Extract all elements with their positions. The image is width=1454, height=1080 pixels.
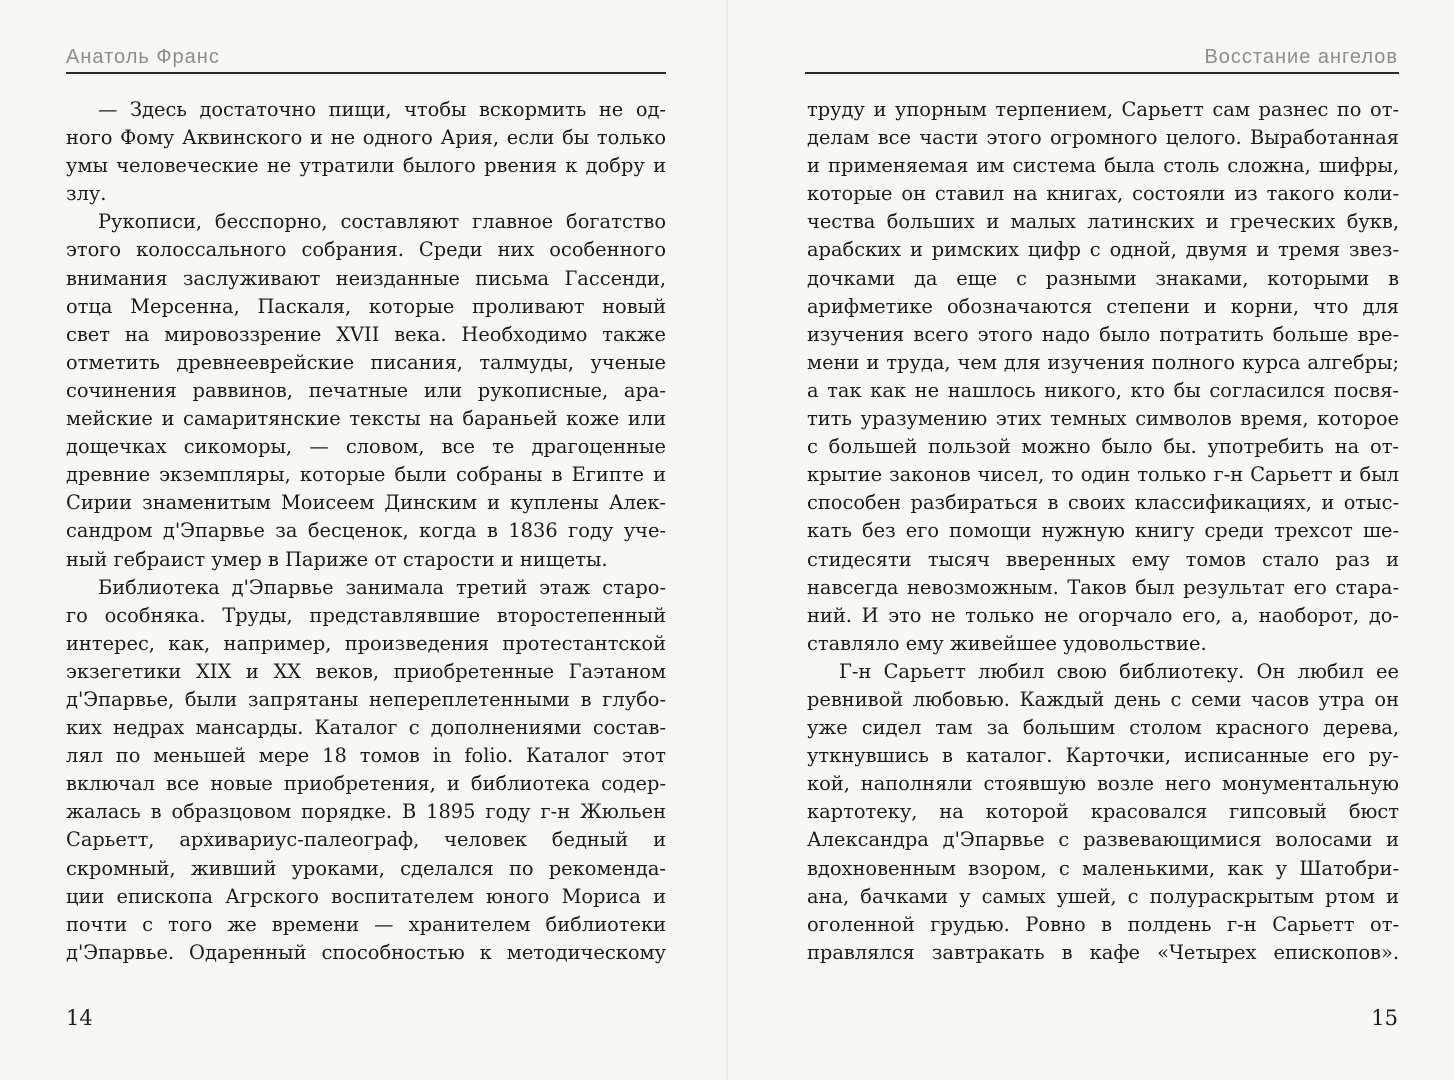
header-rule — [805, 72, 1399, 74]
text-line: дощечках сикоморы, — словом, все те драгоценные — [66, 435, 666, 459]
text-line: картотеку, на которой красовался гипсовый бюст — [807, 800, 1399, 824]
text-line: злу. — [66, 182, 107, 206]
text-line: свет на мировоззрение XVII века. Необходимо также — [66, 322, 666, 346]
text-line: д'Эпарвье. Одаренный способностью к методическому — [66, 940, 666, 964]
text-line: уже сидел там за большим столом красного дерева, — [807, 716, 1399, 740]
text-line: кой, наполняли стоявшую возле него монументальную — [807, 772, 1399, 796]
text-line: мени и труда, чем для изучения полного курса алгебры; — [807, 350, 1399, 374]
text-line: почти с того же времени — хранителем библиотеки — [66, 912, 666, 936]
text-line: навсегда невозможным. Таков был результат его стара- — [807, 575, 1399, 599]
text-line: древние экземпляры, которые были собраны в Египте и — [66, 463, 666, 487]
text-line: ревнивой любовью. Каждый день с семи часов утра он — [807, 687, 1399, 711]
text-line: способен разбираться в своих классификациях, и отыс- — [807, 491, 1399, 515]
text-line: отца Мерсенна, Паскаля, которые проливают новый — [66, 294, 666, 318]
text-line: умы человеческие не утратили былого рвения к добру и — [66, 154, 666, 178]
text-line: го особняка. Труды, представлявшие второстепенный — [66, 603, 666, 627]
text-line: кать без его помощи нужную книгу среди трехсот ше- — [807, 519, 1399, 543]
text-line: Библиотека д'Эпарвье занимала третий этаж старо- — [98, 575, 666, 599]
text-line: арифметике обозначаются степени и корни, что для — [807, 294, 1399, 318]
text-line: внимания заслуживают неизданные письма Гассенди, — [66, 266, 666, 290]
text-line: включал все новые приобретения, и библиотека содер- — [66, 772, 666, 796]
text-line: чества больших и малых латинских и греческих букв, — [807, 210, 1399, 234]
running-head-author: Анатоль Франс — [66, 46, 220, 68]
text-line: скромный, живший уроками, сделался по рекоменда- — [66, 856, 666, 880]
text-line: Рукописи, бесспорно, составляют главное богатство — [98, 210, 666, 234]
text-line: мейские и самаритянские тексты на бараньей коже или — [66, 407, 666, 431]
right-page — [727, 0, 1454, 1080]
text-line: уткнувшись в каталог. Карточки, исписанные его ру- — [807, 744, 1399, 768]
text-line: жалась в образцовом порядке. В 1895 году г-н Жюльен — [66, 800, 666, 824]
text-line: ких недрах мансарды. Каталог с дополнениями состав- — [66, 716, 666, 740]
text-line: Г-н Сарьетт любил свою библиотеку. Он любил ее — [839, 659, 1399, 683]
text-line: дочками да еще с разными знаками, которыми в — [807, 266, 1399, 290]
left-page-text — [66, 96, 666, 967]
text-line: изучения всего этого надо было потратить больше вре- — [807, 322, 1399, 346]
text-line: правлялся завтракать в кафе «Четырех епископов». — [807, 940, 1399, 964]
text-line: делам все части этого огромного целого. Выработанная — [807, 126, 1399, 150]
text-line: вдохновенным взором, с маленькими, как у Шатобри- — [807, 856, 1399, 880]
text-line: экзегетики XIX и XX веков, приобретенные Гаэтаном — [66, 659, 666, 683]
running-head-title: Восстание ангелов — [1204, 46, 1398, 68]
text-line: труду и упорным терпением, Сарьетт сам разнес по от- — [807, 98, 1399, 121]
text-line: ана, бачками у самых ушей, с полураскрытым ртом и — [807, 884, 1399, 908]
text-line: и применяемая им система была столь сложна, шифры, — [807, 154, 1399, 178]
right-page-text — [807, 96, 1399, 967]
text-line: которые он ставил на книгах, состояли из такого коли- — [807, 182, 1399, 206]
text-line: крытие законов чисел, то один только г-н Сарьетт и был — [807, 463, 1399, 487]
text-line: с большей пользой можно было бы. употребить на от- — [807, 435, 1399, 459]
text-line: стидесяти тысяч вверенных ему томов стало раз и — [807, 547, 1399, 571]
text-line: а так как не нашлось никого, кто бы согласился посвя- — [807, 378, 1399, 402]
page-number: 15 — [1371, 1006, 1398, 1030]
text-line: арабских и римских цифр с одной, двумя и тремя звез- — [807, 238, 1399, 262]
text-line: этого колоссального собрания. Среди них особенного — [66, 238, 666, 262]
header-rule — [66, 72, 666, 74]
text-line: ный гебраист умер в Париже от старости и нищеты. — [66, 547, 608, 571]
text-line: д'Эпарвье, были запрятаны непереплетенными в глубо- — [66, 687, 666, 711]
text-line: ний. И это не только не огорчало его, а, наоборот, до- — [807, 603, 1399, 627]
text-line: интерес, как, например, произведения протестантской — [66, 631, 666, 655]
text-line: лял по меньшей мере 18 томов in folio. Каталог этот — [66, 744, 666, 768]
text-line: сочинения раввинов, печатные или рукописные, ара- — [66, 378, 666, 402]
text-line: ции епископа Агрского воспитателем юного Мориса и — [66, 884, 666, 908]
text-line: отметить древнееврейские писания, талмуды, ученые — [66, 350, 666, 374]
text-line: ставляло ему живейшее удовольствие. — [807, 631, 1207, 655]
text-line: Сирии знаменитым Моисеем Динским и куплены Алек- — [66, 491, 666, 515]
text-line: сандром д'Эпарвье за бесценок, когда в 1836 году уче- — [66, 519, 666, 543]
text-line: — Здесь достаточно пищи, чтобы вскормить не од- — [98, 98, 666, 121]
text-line: оголенной грудью. Ровно в полдень г-н Сарьетт от- — [807, 912, 1399, 936]
text-line: ного Фому Аквинского и не одного Ария, если бы только — [66, 126, 666, 150]
page-number: 14 — [66, 1006, 93, 1030]
text-line: Александра д'Эпарвье с развевающимися волосами и — [807, 828, 1399, 852]
text-line: Сарьетт, архивариус-палеограф, человек бедный и — [66, 828, 666, 852]
text-line: тить уразумению этих темных символов время, которое — [807, 407, 1399, 431]
